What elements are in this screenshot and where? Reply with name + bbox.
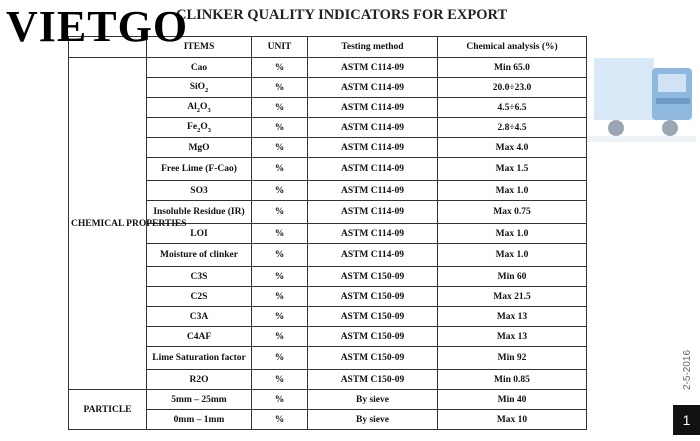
method-cell: ASTM C150-09	[308, 347, 438, 370]
item-name: Al	[187, 101, 197, 112]
unit-cell: %	[252, 307, 308, 327]
method-cell: ASTM C114-09	[308, 78, 438, 98]
item-cell	[147, 58, 252, 78]
value-cell: Min 40	[438, 390, 587, 410]
method-cell: By sieve	[308, 390, 438, 410]
item-name: C3A	[189, 311, 209, 322]
header-chemical-analysis: Chemical analysis (%)	[438, 37, 587, 58]
item-cell	[147, 78, 252, 98]
method-cell: ASTM C114-09	[308, 244, 438, 267]
unit-cell: %	[252, 347, 308, 370]
item-cell	[147, 244, 252, 267]
item-name: Moisture of clinker	[160, 250, 238, 260]
value-cell: Max 13	[438, 327, 587, 347]
item-name: C4AF	[186, 331, 212, 342]
value-cell: 2.8÷4.5	[438, 118, 587, 138]
unit-cell: %	[252, 410, 308, 430]
table-row	[69, 158, 587, 181]
item-subscript: 2	[205, 86, 209, 94]
item-name: R2O	[189, 374, 209, 385]
method-cell: ASTM C114-09	[308, 58, 438, 78]
table-row	[69, 390, 587, 410]
value-cell: 4.5÷6.5	[438, 98, 587, 118]
item-subscript: 3	[207, 106, 211, 114]
date-stamp: 2-5-2016	[682, 349, 693, 390]
unit-cell: %	[252, 370, 308, 390]
item-name: Fe	[187, 121, 198, 132]
unit-cell: %	[252, 244, 308, 267]
table-row	[69, 244, 587, 267]
method-cell: ASTM C150-09	[308, 327, 438, 347]
unit-cell: %	[252, 98, 308, 118]
item-name: SO3	[190, 185, 208, 196]
method-cell: ASTM C114-09	[308, 98, 438, 118]
unit-cell: %	[252, 267, 308, 287]
item-cell	[147, 287, 252, 307]
item-subscript: 2	[196, 106, 201, 114]
value-cell: Min 65.0	[438, 58, 587, 78]
method-cell: ASTM C150-09	[308, 307, 438, 327]
table-row	[69, 287, 587, 307]
table-row	[69, 327, 587, 347]
method-cell: ASTM C114-09	[308, 201, 438, 224]
value-cell: Max 1.0	[438, 244, 587, 267]
unit-cell: %	[252, 78, 308, 98]
item-name: LOI	[190, 228, 208, 239]
item-name: Cao	[190, 62, 208, 73]
unit-cell: %	[252, 118, 308, 138]
header-unit: UNIT	[252, 37, 308, 58]
item-subscript: 2	[197, 126, 201, 134]
unit-cell: %	[252, 201, 308, 224]
item-name: 5mm – 25mm	[171, 394, 227, 405]
item-name: Free Lime (F-Cao)	[161, 164, 237, 174]
item-cell	[147, 347, 252, 370]
value-cell: Max 1.0	[438, 181, 587, 201]
item-name-part: O	[200, 121, 208, 132]
value-cell: Max 0.75	[438, 201, 587, 224]
item-name: MgO	[188, 142, 210, 153]
table-row	[69, 347, 587, 370]
vietgo-logo: VIETGO	[6, 2, 189, 51]
item-cell	[147, 138, 252, 158]
value-cell: 20.0÷23.0	[438, 78, 587, 98]
method-cell: By sieve	[308, 410, 438, 430]
item-subscript: 3	[207, 126, 211, 134]
group-chemical-properties: CHEMICAL PROPERTIES	[69, 58, 147, 390]
value-cell: Max 13	[438, 307, 587, 327]
method-cell: ASTM C114-09	[308, 158, 438, 181]
table-row	[69, 410, 587, 430]
table-row	[69, 138, 587, 158]
unit-cell: %	[252, 181, 308, 201]
unit-cell: %	[252, 58, 308, 78]
header-items: ITEMS	[147, 37, 252, 58]
item-name: C3S	[190, 271, 208, 282]
unit-cell: %	[252, 158, 308, 181]
item-name: SiO	[189, 81, 206, 92]
value-cell: Max 1.0	[438, 224, 587, 244]
item-cell	[147, 98, 252, 118]
table-row	[69, 58, 587, 78]
method-cell: ASTM C114-09	[308, 138, 438, 158]
unit-cell: %	[252, 287, 308, 307]
method-cell: ASTM C114-09	[308, 118, 438, 138]
value-cell: Min 60	[438, 267, 587, 287]
method-cell: ASTM C150-09	[308, 370, 438, 390]
table-row	[69, 181, 587, 201]
item-cell	[147, 370, 252, 390]
item-name-part: O	[200, 101, 208, 112]
table-row	[69, 267, 587, 287]
table-row	[69, 307, 587, 327]
item-cell	[147, 327, 252, 347]
value-cell: Max 10	[438, 410, 587, 430]
value-cell: Min 92	[438, 347, 587, 370]
value-cell: Min 0.85	[438, 370, 587, 390]
value-cell: Max 1.5	[438, 158, 587, 181]
document-title: CLINKER QUALITY INDICATORS FOR EXPORT	[176, 7, 508, 23]
value-cell: Max 21.5	[438, 287, 587, 307]
unit-cell: %	[252, 224, 308, 244]
item-cell	[147, 267, 252, 287]
item-name: Insoluble Residue (IR)	[153, 207, 245, 217]
table-row	[69, 370, 587, 390]
method-cell: ASTM C114-09	[308, 224, 438, 244]
page-number: 1	[673, 405, 700, 435]
item-name: C2S	[190, 291, 208, 302]
method-cell: ASTM C150-09	[308, 267, 438, 287]
unit-cell: %	[252, 390, 308, 410]
truck-watermark-icon	[586, 40, 696, 150]
item-cell	[147, 158, 252, 181]
item-name: Lime Saturation factor	[152, 353, 246, 363]
unit-cell: %	[252, 327, 308, 347]
unit-cell: %	[252, 138, 308, 158]
item-cell	[147, 390, 252, 410]
table-row	[69, 78, 587, 98]
method-cell: ASTM C150-09	[308, 287, 438, 307]
item-cell	[147, 307, 252, 327]
item-cell	[147, 118, 252, 138]
value-cell: Max 4.0	[438, 138, 587, 158]
item-cell	[147, 181, 252, 201]
item-cell	[147, 410, 252, 430]
group-particle: PARTICLE	[69, 390, 147, 430]
item-name: 0mm – 1mm	[173, 414, 225, 425]
table-row	[69, 118, 587, 138]
header-testing-method: Testing method	[308, 37, 438, 58]
clinker-quality-table	[68, 36, 587, 430]
table-row	[69, 98, 587, 118]
method-cell: ASTM C114-09	[308, 181, 438, 201]
